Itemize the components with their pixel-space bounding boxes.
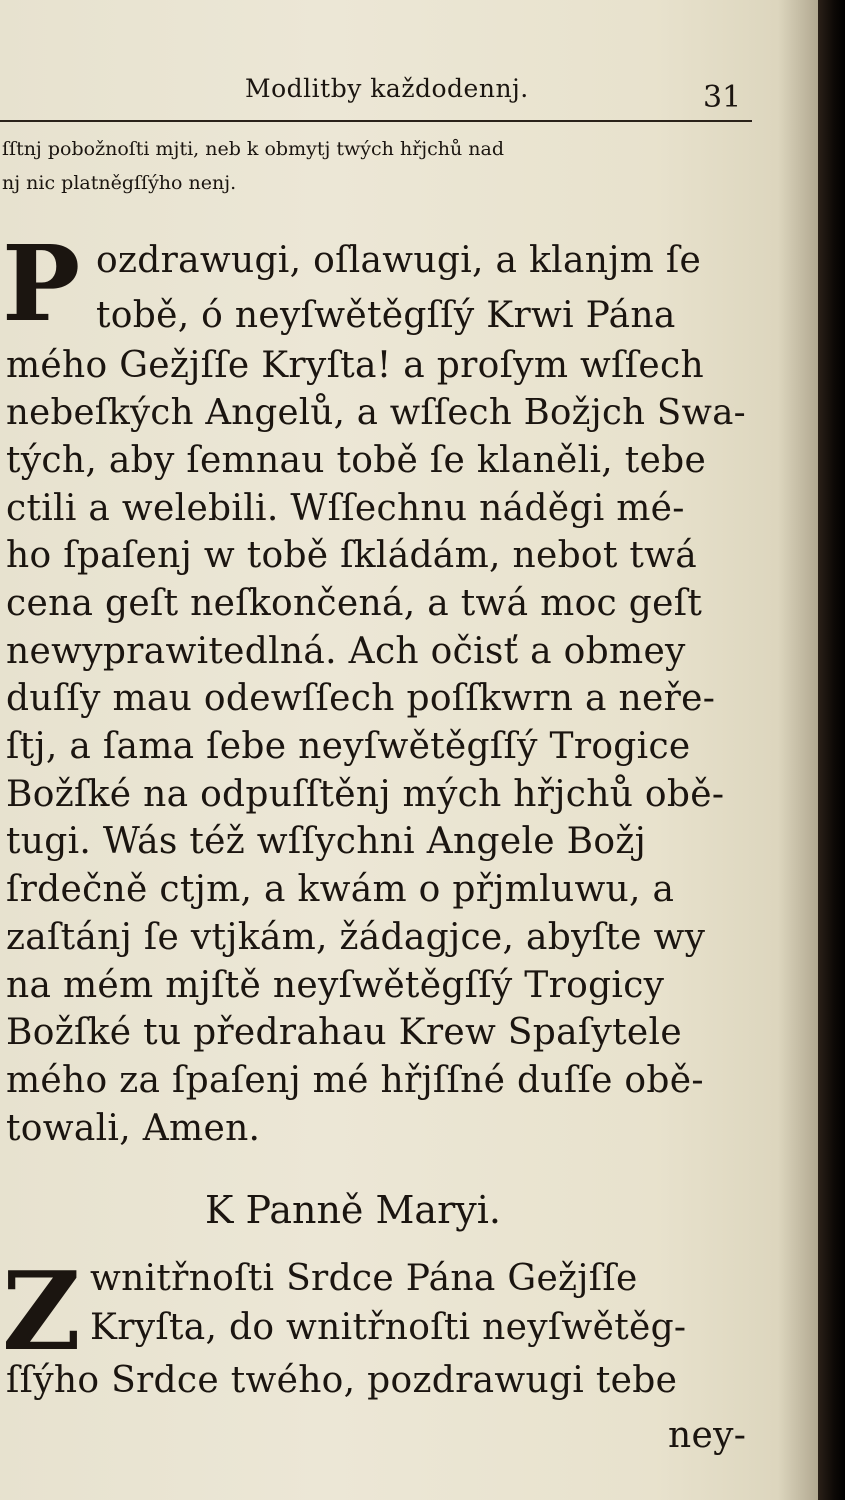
book-edge-shadow	[818, 0, 845, 1500]
prayer-line: na mém mjſtě neyſwětěgſſý Trogicy	[6, 965, 665, 1006]
intro-line: nj nic platněgſſýho nenj.	[2, 172, 237, 194]
prayer-line: ſſýho Srdce twého, pozdrawugi tebe	[6, 1360, 678, 1401]
prayer-line: zaſtánj ſe vtjkám, žádagjce, abyſte wy	[6, 917, 706, 958]
prayer-line: mého za ſpaſenj mé hřjſſné duſſe obě-	[6, 1060, 704, 1101]
prayer-line: duſſy mau odewſſech poſſkwrn a neře-	[6, 678, 716, 719]
running-head: Modlitby každodennj.	[245, 74, 529, 103]
prayer-line: mého Gežjſſe Kryſta! a proſym wſſech	[6, 345, 704, 386]
intro-line: ſſtnj pobožnoſti mjti, neb k obmytj twých hřjchů nad	[2, 138, 505, 160]
prayer-line: newyprawitedlná. Ach očisť a obmey	[6, 631, 686, 672]
drop-cap-initial: P	[2, 222, 81, 345]
prayer-line: ctili a welebili. Wſſechnu náděgi mé-	[6, 488, 685, 529]
prayer-line: ſrdečně ctjm, a kwám o přjmluwu, a	[6, 869, 675, 910]
prayer-line: tobě, ó neyſwětěgſſý Krwi Pána	[96, 295, 676, 336]
prayer-line: tých, aby ſemnau tobě ſe klaněli, tebe	[6, 440, 707, 481]
page-number: 31	[703, 80, 742, 115]
catchword: ney-	[668, 1415, 747, 1456]
prayer-line: towali, Amen.	[6, 1108, 261, 1149]
prayer-line: nebeſkých Angelů, a wſſech Božjch Swa-	[6, 392, 746, 433]
prayer-line: Kryſta, do wnitřnoſti neyſwětěg-	[90, 1307, 687, 1348]
header-rule	[0, 120, 752, 122]
section-heading: K Panně Maryi.	[205, 1188, 501, 1232]
prayer-line: ho ſpaſenj w tobě ſkládám, nebot twá	[6, 535, 698, 576]
drop-cap-initial: Z	[2, 1249, 81, 1375]
prayer-line: wnitřnoſti Srdce Pána Gežjſſe	[90, 1258, 638, 1299]
prayer-line: tugi. Wás též wſſychni Angele Božj	[6, 821, 647, 862]
prayer-line: ozdrawugi, oſlawugi, a klanjm ſe	[96, 240, 702, 281]
prayer-line: Božſké tu předrahau Krew Spaſytele	[6, 1012, 682, 1053]
prayer-line: cena geſt neſkončená, a twá moc geſt	[6, 583, 703, 624]
prayer-line: Božſké na odpuſſtěnj mých hřjchů obě-	[6, 774, 725, 815]
prayer-line: ſtj, a ſama ſebe neyſwětěgſſý Trogice	[6, 726, 691, 767]
